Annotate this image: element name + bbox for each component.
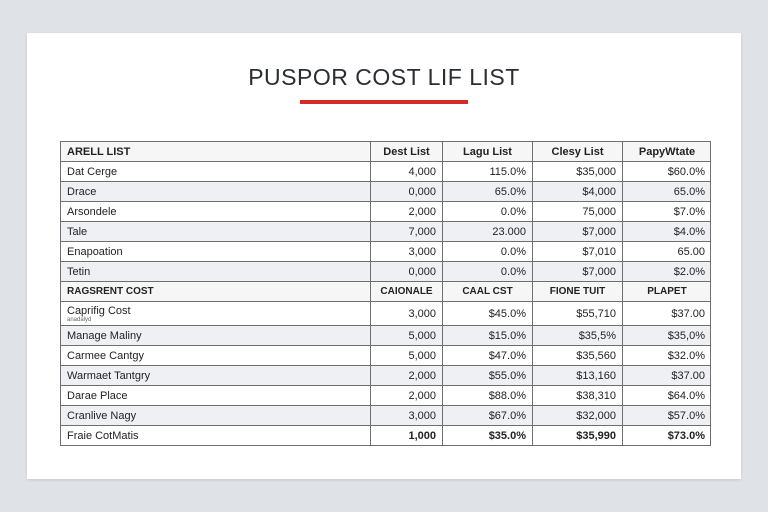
cell-text: $7,000 [582, 265, 616, 278]
value-cell [533, 302, 623, 326]
cell-text: $4,000 [582, 185, 616, 198]
value-cell [443, 326, 533, 346]
value-cell [371, 282, 443, 302]
value-cell [623, 202, 711, 222]
cell-text: Dest List [383, 145, 430, 158]
row-label-cell [61, 326, 371, 346]
cell-text: $73.0% [667, 429, 705, 442]
cell-text: Cranlive Nagy [67, 409, 137, 422]
value-cell [443, 182, 533, 202]
cell-text: 0,000 [408, 265, 436, 278]
cell-text: $38,310 [576, 389, 616, 402]
row-label-cell [61, 366, 371, 386]
value-cell [443, 346, 533, 366]
cell-text: $60.0% [667, 165, 705, 178]
value-cell [371, 162, 443, 182]
cell-text: 3,000 [408, 409, 436, 422]
value-cell [443, 142, 533, 162]
cell-text: Tetin [67, 265, 91, 278]
table-total-row [61, 426, 711, 446]
value-cell [533, 426, 623, 446]
cell-text: 2,000 [408, 369, 436, 382]
row-label-cell [61, 302, 371, 326]
value-cell [533, 406, 623, 426]
cell-text: 3,000 [408, 307, 436, 320]
value-cell [533, 386, 623, 406]
cell-text: PLAPET [647, 285, 687, 297]
cell-text: 0,000 [408, 185, 436, 198]
title-underline [300, 100, 468, 104]
value-cell [371, 202, 443, 222]
cell-text: 115.0% [489, 165, 526, 178]
row-label-cell [61, 426, 371, 446]
cell-text: 7,000 [408, 225, 436, 238]
cell-text: $55,710 [576, 307, 616, 320]
table-header-row [61, 142, 711, 162]
cell-text: ARELL LIST [67, 145, 131, 158]
row-label-cell [61, 242, 371, 262]
table-row [61, 242, 711, 262]
value-cell [623, 366, 711, 386]
table-row [61, 406, 711, 426]
cell-text: $15.0% [488, 329, 526, 342]
cell-text: Enapoation [67, 245, 123, 258]
value-cell [443, 202, 533, 222]
value-cell [371, 222, 443, 242]
cell-text: 0.0% [500, 245, 526, 258]
cell-text: Dat Cerge [67, 165, 118, 178]
table-row [61, 182, 711, 202]
value-cell [371, 326, 443, 346]
cell-text: 65.0% [673, 185, 705, 198]
cell-text: 3,000 [408, 245, 436, 258]
cell-text: Drace [67, 185, 97, 198]
table-row [61, 326, 711, 346]
cell-text: $45.0% [488, 307, 526, 320]
value-cell [623, 326, 711, 346]
row-label-cell [61, 262, 371, 282]
value-cell [623, 302, 711, 326]
cell-text: PapyWtate [638, 145, 696, 158]
value-cell [623, 182, 711, 202]
cell-text: $7.0% [673, 205, 705, 218]
cell-text: $35,000 [576, 165, 616, 178]
row-sublabel: anadalyd [67, 316, 92, 323]
table-row [61, 202, 711, 222]
cell-text: $55.0% [488, 369, 526, 382]
cell-text: $13,160 [576, 369, 616, 382]
cell-text: $57.0% [667, 409, 705, 422]
cell-text: 0.0% [500, 205, 526, 218]
value-cell [533, 182, 623, 202]
cell-text: Darae Place [67, 389, 128, 402]
document-page [27, 33, 741, 479]
value-cell [533, 142, 623, 162]
value-cell [443, 302, 533, 326]
row-label-cell [61, 386, 371, 406]
value-cell [533, 346, 623, 366]
value-cell [371, 142, 443, 162]
value-cell [623, 142, 711, 162]
table-row [61, 302, 711, 326]
cell-text: Caprifig Cost [67, 304, 131, 317]
row-label-cell [61, 142, 371, 162]
cell-text: $47.0% [488, 349, 526, 362]
cell-text: Lagu List [463, 145, 512, 158]
value-cell [443, 386, 533, 406]
cell-text: $35,5% [578, 329, 616, 342]
value-cell [443, 162, 533, 182]
cell-text: Carmee Cantgy [67, 349, 145, 362]
cell-text: 0.0% [500, 265, 526, 278]
cell-text: 1,000 [408, 429, 436, 442]
cell-text: $7,000 [582, 225, 616, 238]
cell-text: RAGSRENT COST [67, 285, 154, 297]
value-cell [533, 202, 623, 222]
value-cell [533, 162, 623, 182]
cell-text: FIONE TUIT [549, 285, 606, 297]
cell-text: Clesy List [551, 145, 604, 158]
cell-text: 5,000 [408, 349, 436, 362]
value-cell [533, 222, 623, 242]
cost-table [60, 141, 711, 446]
value-cell [371, 302, 443, 326]
value-cell [443, 222, 533, 242]
table-row [61, 386, 711, 406]
cell-text: 2,000 [408, 389, 436, 402]
value-cell [623, 282, 711, 302]
cell-text: $2.0% [673, 265, 705, 278]
cell-text: Warmaet Tantgry [67, 369, 151, 382]
value-cell [371, 406, 443, 426]
table-row [61, 262, 711, 282]
cell-text: 5,000 [408, 329, 436, 342]
value-cell [371, 182, 443, 202]
value-cell [623, 346, 711, 366]
value-cell [623, 426, 711, 446]
table-row [61, 222, 711, 242]
value-cell [443, 426, 533, 446]
value-cell [623, 242, 711, 262]
value-cell [533, 242, 623, 262]
value-cell [533, 282, 623, 302]
cell-text: $37.00 [671, 307, 705, 320]
value-cell [623, 386, 711, 406]
row-label-cell [61, 282, 371, 302]
cell-text: $35,0% [667, 329, 705, 342]
cell-text: $88.0% [488, 389, 526, 402]
cell-text: CAIONALE [380, 285, 433, 297]
row-label-cell [61, 406, 371, 426]
page-title: PUSPOR COST LIF LIST [248, 64, 520, 90]
cell-text: Manage Maliny [67, 329, 142, 342]
cell-text: $7,010 [582, 245, 616, 258]
cell-text: Fraie CotMatis [67, 429, 139, 442]
section-header-row [61, 282, 711, 302]
cell-text: 65.00 [677, 245, 705, 258]
cell-text: Tale [67, 225, 88, 238]
cell-text: CAAL CST [462, 285, 513, 297]
value-cell [623, 406, 711, 426]
value-cell [371, 366, 443, 386]
row-label-cell [61, 202, 371, 222]
value-cell [623, 262, 711, 282]
value-cell [623, 222, 711, 242]
value-cell [533, 262, 623, 282]
cell-text: 65.0% [494, 185, 526, 198]
cell-text: $35.0% [488, 429, 526, 442]
value-cell [371, 386, 443, 406]
cell-text: 4,000 [408, 165, 436, 178]
table-row [61, 162, 711, 182]
cell-text: $37.00 [671, 369, 705, 382]
cell-text: $67.0% [488, 409, 526, 422]
value-cell [443, 242, 533, 262]
table-row [61, 346, 711, 366]
value-cell [371, 262, 443, 282]
value-cell [371, 426, 443, 446]
value-cell [443, 366, 533, 386]
cell-text: 2,000 [408, 205, 436, 218]
cell-text: $32.0% [667, 349, 705, 362]
value-cell [533, 326, 623, 346]
value-cell [371, 346, 443, 366]
row-label-cell [61, 346, 371, 366]
cell-text: $64.0% [667, 389, 705, 402]
value-cell [533, 366, 623, 386]
cell-text: Arsondele [67, 205, 117, 218]
row-label-cell [61, 182, 371, 202]
cell-text: $32,000 [576, 409, 616, 422]
value-cell [443, 406, 533, 426]
cell-text: $4.0% [673, 225, 705, 238]
cell-text: 23.000 [492, 225, 526, 238]
cell-text: 75,000 [582, 205, 616, 218]
cell-text: $35,990 [576, 429, 616, 442]
row-label-cell [61, 162, 371, 182]
value-cell [443, 282, 533, 302]
cell-text: $35,560 [576, 349, 616, 362]
row-label-cell [61, 222, 371, 242]
table-row [61, 366, 711, 386]
value-cell [371, 242, 443, 262]
value-cell [623, 162, 711, 182]
value-cell [443, 262, 533, 282]
